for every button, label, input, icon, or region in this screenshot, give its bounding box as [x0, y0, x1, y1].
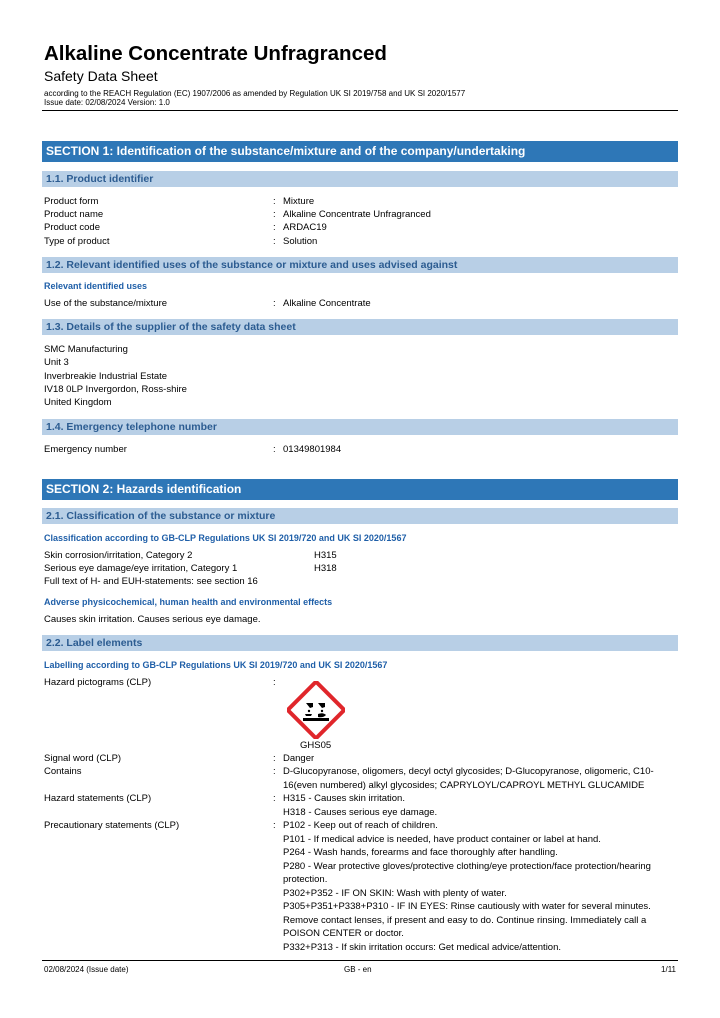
address-line: Unit 3: [44, 357, 69, 369]
pictogram-code: GHS05: [300, 740, 332, 751]
classification-heading: Classification according to GB-CLP Regulations UK SI 2019/720 and UK SI 2020/1567: [44, 533, 407, 543]
field-colon: :: [273, 766, 276, 777]
address-line: IV18 0LP Invergordon, Ross-shire: [44, 383, 187, 395]
field-colon: :: [273, 444, 276, 455]
field-label: Precautionary statements (CLP): [44, 820, 180, 831]
field-value: Alkaline Concentrate: [283, 298, 371, 309]
fulltext-note: Full text of H- and EUH-statements: see section 16: [44, 576, 258, 587]
field-colon: :: [273, 793, 276, 804]
regulation-note: according to the REACH Regulation (EC) 1907/2006 as amended by Regulation UK SI 2019/758 and UK SI 2020/1577: [44, 89, 466, 98]
hazard-line: H315 - Causes skin irritation.: [283, 793, 405, 804]
precaution-line: P332+P313 - If skin irritation occurs: Get medical advice/attention.: [283, 941, 562, 953]
field-value: Danger: [283, 753, 315, 764]
field-value: Mixture: [283, 196, 315, 207]
corrosion-pictogram-icon: [287, 681, 345, 739]
section-2-2-header: 2.2. Label elements: [42, 635, 678, 651]
adverse-effects-heading: Adverse physicochemical, human health and environmental effects: [44, 597, 333, 607]
hazard-line: H318 - Causes serious eye damage.: [283, 806, 438, 818]
field-value: [283, 819, 671, 954]
precaution-line: P264 - Wash hands, forearms and face thoroughly after handling.: [283, 847, 558, 858]
relevant-uses-heading: Relevant identified uses: [44, 281, 148, 291]
field-value: Alkaline Concentrate Unfragranced: [283, 209, 431, 220]
footer-divider: [42, 960, 678, 961]
precaution-line: P305+P351+P338+P310 - IF IN EYES: Rinse cautiously with water for several minutes.: [283, 901, 651, 912]
precaution-line: protection.: [283, 874, 328, 885]
adverse-effects-text: Causes skin irritation. Causes serious eye damage.: [44, 614, 261, 625]
section-2-header: SECTION 2: Hazards identification: [42, 479, 678, 500]
issue-info: Issue date: 02/08/2024 Version: 1.0: [44, 98, 170, 107]
field-label: Product code: [44, 222, 100, 233]
field-colon: :: [273, 677, 276, 688]
document-subtitle: Safety Data Sheet: [44, 68, 158, 84]
field-label: Emergency number: [44, 444, 127, 455]
field-label: Signal word (CLP): [44, 753, 122, 764]
section-1-header: SECTION 1: Identification of the substance/mixture and of the company/undertaking: [42, 141, 678, 162]
section-1-1-header: 1.1. Product identifier: [42, 171, 678, 187]
precaution-line: P302+P352 - IF ON SKIN: Wash with plenty of water.: [283, 887, 507, 899]
field-colon: :: [273, 222, 276, 233]
labelling-heading: Labelling according to GB-CLP Regulations UK SI 2019/720 and UK SI 2020/1567: [44, 660, 388, 670]
contains-line: 16(even numbered) alkyl glycosides; CAPRYLOYL/CAPROYL METHYL GLUCAMIDE: [283, 779, 645, 791]
precaution-line: P102 - Keep out of reach of children.: [283, 820, 438, 831]
field-colon: :: [273, 753, 276, 764]
contains-line: D-Glucopyranose, oligomers, decyl octyl glycosides; D-Glucopyranose, oligomeric, C10-: [283, 766, 654, 777]
precaution-line: Remove contact lenses, if present and easy to do. Continue rinsing. Immediately call a: [283, 914, 647, 926]
section-1-3-header: 1.3. Details of the supplier of the safety data sheet: [42, 319, 678, 335]
field-colon: :: [273, 236, 276, 247]
footer-language: GB - en: [344, 965, 372, 974]
precaution-line: POISON CENTER or doctor.: [283, 928, 404, 939]
classification-code: H315: [314, 550, 337, 561]
field-value: Solution: [283, 236, 318, 247]
footer-issue-date: 02/08/2024 (Issue date): [44, 965, 129, 974]
section-1-4-header: 1.4. Emergency telephone number: [42, 419, 678, 435]
field-colon: :: [273, 209, 276, 220]
field-label: Type of product: [44, 236, 110, 247]
section-1-2-header: 1.2. Relevant identified uses of the substance or mixture and uses advised against: [42, 257, 678, 273]
field-label: Hazard statements (CLP): [44, 793, 152, 804]
header-divider: [42, 110, 678, 111]
field-label: Hazard pictograms (CLP): [44, 677, 152, 688]
precaution-line: P101 - If medical advice is needed, have product container or label at hand.: [283, 833, 601, 845]
classification-label: Skin corrosion/irritation, Category 2: [44, 550, 193, 561]
field-value: [283, 765, 671, 792]
document-title: Alkaline Concentrate Unfragranced: [44, 42, 387, 65]
address-line: SMC Manufacturing: [44, 344, 128, 355]
field-colon: :: [273, 820, 276, 831]
supplier-address: [44, 343, 187, 409]
address-line: Inverbreakie Industrial Estate: [44, 370, 168, 382]
field-label: Product name: [44, 209, 104, 220]
field-colon: :: [273, 196, 276, 207]
footer-page-number: 1/11: [661, 965, 676, 974]
classification-label: Serious eye damage/eye irritation, Category 1: [44, 563, 238, 574]
field-label: Product form: [44, 196, 99, 207]
field-value: ARDAC19: [283, 222, 327, 233]
field-value: [283, 792, 671, 819]
classification-code: H318: [314, 563, 337, 574]
field-value: 01349801984: [283, 444, 342, 455]
field-label: Use of the substance/mixture: [44, 298, 168, 309]
section-2-1-header: 2.1. Classification of the substance or mixture: [42, 508, 678, 524]
field-colon: :: [273, 298, 276, 309]
address-line: United Kingdom: [44, 397, 112, 409]
field-label: Contains: [44, 766, 82, 777]
precaution-line: P280 - Wear protective gloves/protective clothing/eye protection/face protection/hearing: [283, 860, 651, 872]
